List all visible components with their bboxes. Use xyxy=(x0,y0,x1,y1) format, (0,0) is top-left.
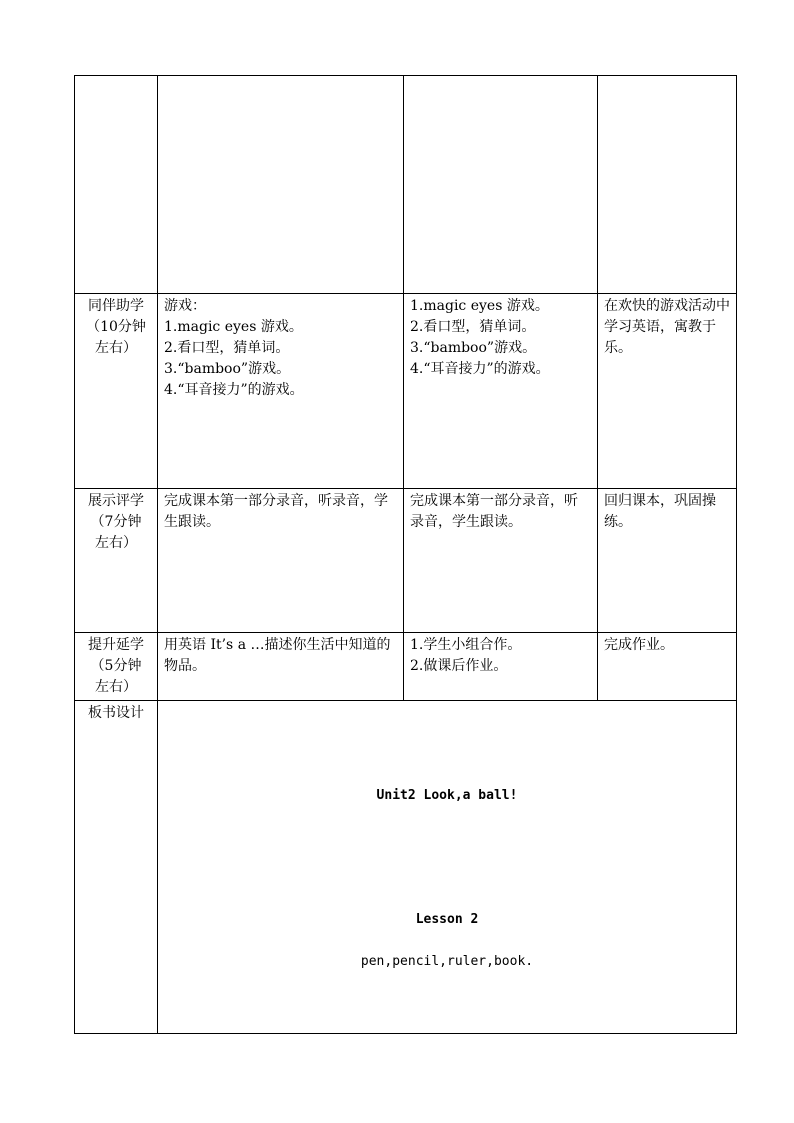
activity-line: 2.看口型，猜单词。 xyxy=(164,340,290,356)
activity-line: 3.“bamboo”游戏。 xyxy=(410,340,537,356)
label-line: （5分钟 xyxy=(90,658,142,674)
design-intent-cell xyxy=(598,633,737,701)
activity-line: 1.学生小组合作。 xyxy=(410,637,522,653)
vocabulary-list: pen,pencil,ruler,book. xyxy=(360,954,534,969)
student-activity-cell xyxy=(404,489,598,633)
row-label-board-design xyxy=(75,701,158,1034)
teacher-activity-cell xyxy=(158,489,404,633)
table-row-extend xyxy=(75,633,737,701)
empty-cell xyxy=(598,76,737,294)
label-line: （10分钟 xyxy=(86,319,146,335)
design-intent-cell xyxy=(598,294,737,489)
label-line: 左右） xyxy=(95,679,137,695)
activity-line: 4.“耳音接力”的游戏。 xyxy=(164,382,304,398)
activity-text: 用英语 It’s a …描述你生活中知道的物品。 xyxy=(164,637,391,674)
label-line: 板书设计 xyxy=(88,705,144,721)
label-line: 展示评学 xyxy=(88,493,144,509)
table-row-empty xyxy=(75,76,737,294)
row-label-peer-learning xyxy=(75,294,158,489)
lesson-plan-table xyxy=(74,75,737,1034)
teacher-activity-cell xyxy=(158,294,404,489)
teacher-activity-cell xyxy=(158,633,404,701)
activity-line: 2.做课后作业。 xyxy=(410,658,508,674)
student-activity-cell xyxy=(404,633,598,701)
design-intent-text: 在欢快的游戏活动中学习英语，寓教于乐。 xyxy=(604,298,730,356)
row-label-extend xyxy=(75,633,158,701)
activity-line: 游戏： xyxy=(164,298,206,314)
student-activity-cell xyxy=(404,294,598,489)
activity-text: 完成课本第一部分录音，听录音，学生跟读。 xyxy=(410,493,578,530)
label-line: 左右） xyxy=(95,340,137,356)
empty-cell xyxy=(404,76,598,294)
design-intent-text: 完成作业。 xyxy=(604,637,674,653)
table-row-peer-learning xyxy=(75,294,737,489)
activity-line: 1.magic eyes 游戏。 xyxy=(410,298,549,314)
activity-line: 1.magic eyes 游戏。 xyxy=(164,319,303,335)
empty-cell xyxy=(75,76,158,294)
activity-line: 4.“耳音接力”的游戏。 xyxy=(410,361,550,377)
activity-line: 2.看口型，猜单词。 xyxy=(410,319,536,335)
row-label-show-evaluate xyxy=(75,489,158,633)
board-design-cell xyxy=(158,701,737,1034)
label-line: （7分钟 xyxy=(90,514,142,530)
unit-title: Unit2 Look,a ball! xyxy=(376,788,518,803)
board-content xyxy=(158,701,736,1031)
table-row-board-design xyxy=(75,701,737,1034)
table-row-show-evaluate xyxy=(75,489,737,633)
activity-line: 3.“bamboo”游戏。 xyxy=(164,361,291,377)
label-line: 左右） xyxy=(95,535,137,551)
label-line: 同伴助学 xyxy=(88,298,144,314)
lesson-title: Lesson 2 xyxy=(415,912,479,927)
empty-cell xyxy=(158,76,404,294)
activity-text: 完成课本第一部分录音，听录音，学生跟读。 xyxy=(164,493,388,530)
design-intent-cell xyxy=(598,489,737,633)
label-line: 提升延学 xyxy=(88,637,144,653)
design-intent-text: 回归课本，巩固操练。 xyxy=(604,493,716,530)
